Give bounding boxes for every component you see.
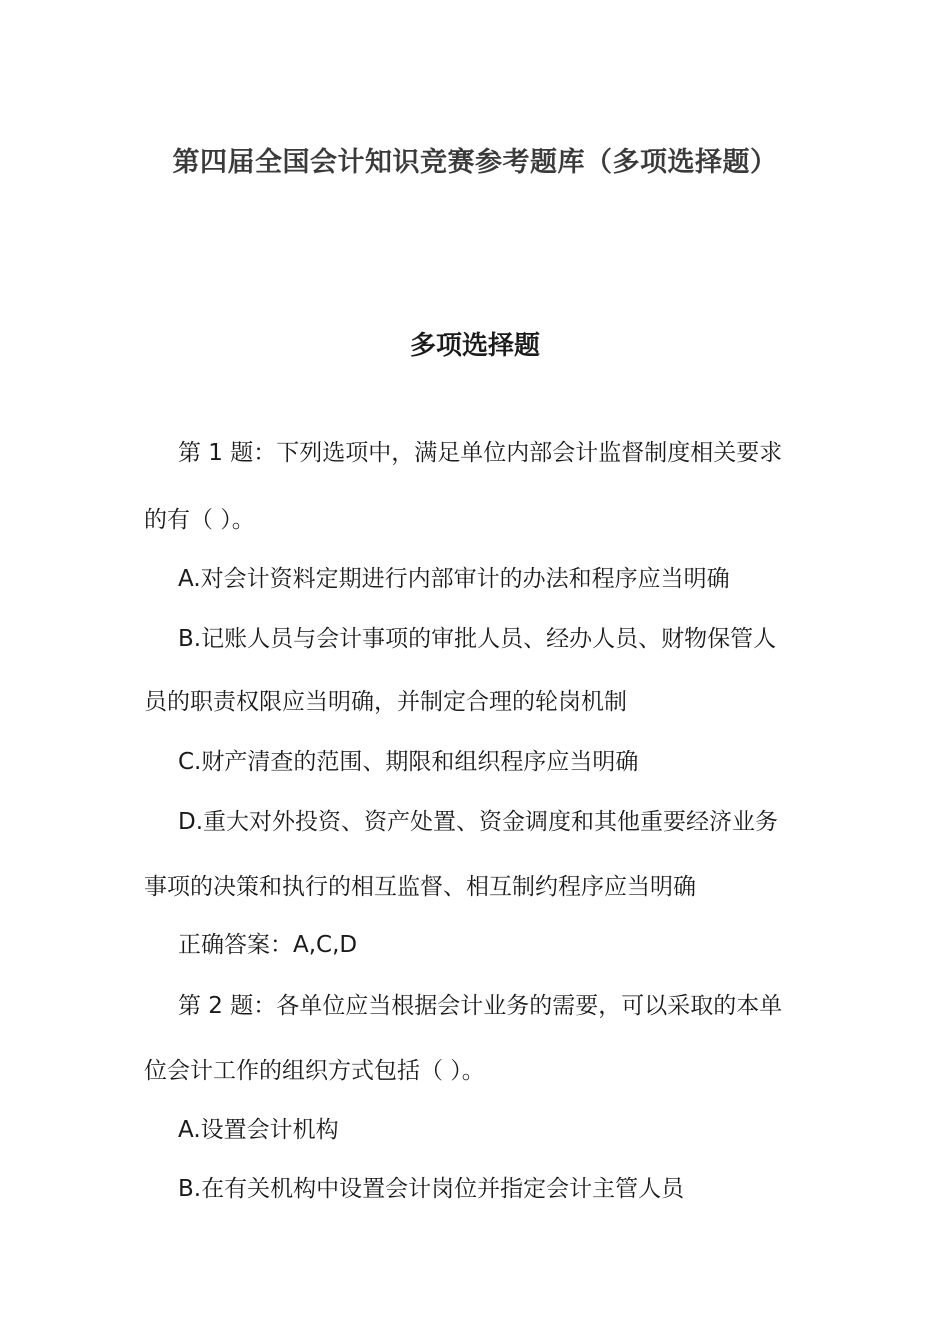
- question-1-option-a: A.对会计资料定期进行内部审计的办法和程序应当明确: [178, 566, 730, 592]
- question-2-option-b: B.在有关机构中设置会计岗位并指定会计主管人员: [178, 1176, 685, 1202]
- question-2-stem-continued: 位会计工作的组织方式包括（ ）。: [144, 1058, 485, 1084]
- question-1-option-b-continued: 员的职责权限应当明确，并制定合理的轮岗机制: [144, 689, 627, 715]
- question-1-stem: 第 1 题：下列选项中，满足单位内部会计监督制度相关要求: [178, 440, 783, 466]
- question-1-stem-continued: 的有（ ）。: [144, 507, 255, 533]
- question-1-option-c: C.财产清查的范围、期限和组织程序应当明确: [178, 749, 639, 775]
- question-1-option-d-continued: 事项的决策和执行的相互监督、相互制约程序应当明确: [144, 874, 696, 900]
- question-1-option-b: B.记账人员与会计事项的审批人员、经办人员、财物保管人: [178, 626, 777, 652]
- section-title: 多项选择题: [409, 331, 540, 361]
- question-2-stem: 第 2 题：各单位应当根据会计业务的需要，可以采取的本单: [178, 993, 783, 1019]
- document-title: 第四届全国会计知识竞赛参考题库（多项选择题）: [172, 147, 778, 178]
- question-2-option-a: A.设置会计机构: [178, 1117, 339, 1143]
- question-1-answer: 正确答案：A,C,D: [178, 932, 358, 958]
- question-1-option-d: D.重大对外投资、资产处置、资金调度和其他重要经济业务: [178, 809, 779, 835]
